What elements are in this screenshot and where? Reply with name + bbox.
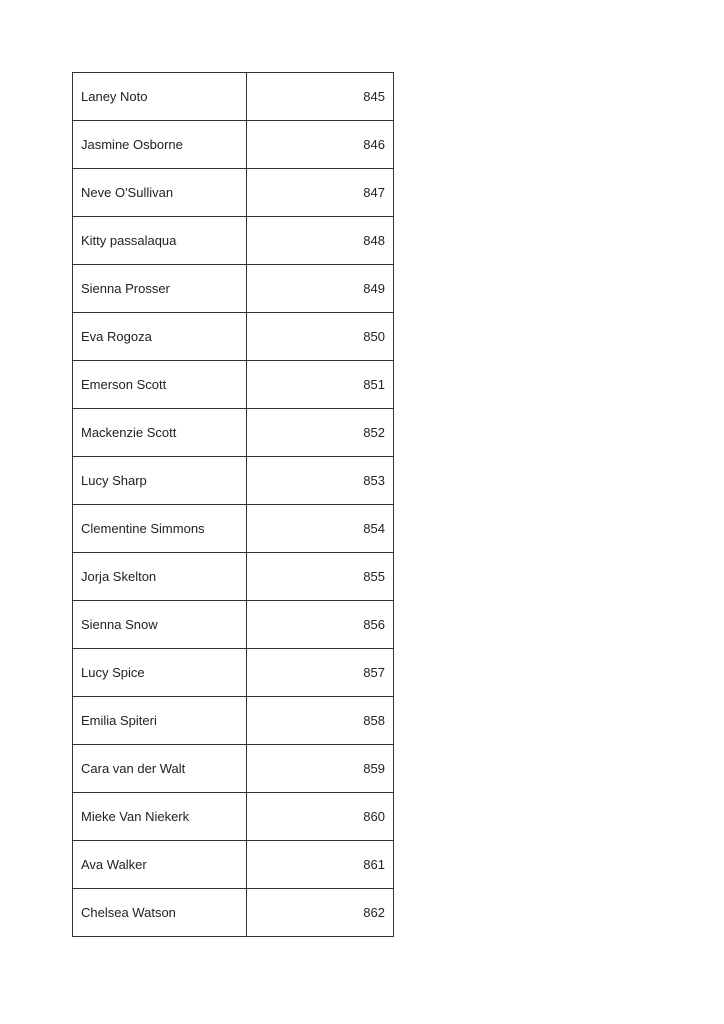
number-cell: 858 [247,697,394,745]
number-cell: 853 [247,457,394,505]
number-cell: 854 [247,505,394,553]
table-row [73,793,394,841]
person-name-cell: Clementine Simmons [73,505,247,553]
table-row [73,553,394,601]
table-row [73,457,394,505]
number-cell: 857 [247,649,394,697]
number-cell: 846 [247,121,394,169]
number-cell: 859 [247,745,394,793]
person-name-cell: Emerson Scott [73,361,247,409]
number-cell: 861 [247,841,394,889]
person-name-cell: Lucy Sharp [73,457,247,505]
number-cell: 847 [247,169,394,217]
table-row [73,697,394,745]
number-cell: 848 [247,217,394,265]
table-row [73,217,394,265]
person-name-cell: Ava Walker [73,841,247,889]
person-name-cell: Mieke Van Niekerk [73,793,247,841]
number-cell: 850 [247,313,394,361]
table-row [73,889,394,937]
person-name-cell: Jorja Skelton [73,553,247,601]
number-cell: 852 [247,409,394,457]
table-row [73,313,394,361]
person-name-cell: Jasmine Osborne [73,121,247,169]
number-cell: 860 [247,793,394,841]
person-name-cell: Sienna Snow [73,601,247,649]
person-name-cell: Chelsea Watson [73,889,247,937]
number-cell: 856 [247,601,394,649]
table-row [73,601,394,649]
names-table-body [73,73,394,937]
table-row [73,361,394,409]
number-cell: 862 [247,889,394,937]
number-cell: 855 [247,553,394,601]
person-name-cell: Mackenzie Scott [73,409,247,457]
table-row [73,409,394,457]
table-row [73,649,394,697]
table-row [73,169,394,217]
table-row [73,121,394,169]
person-name-cell: Eva Rogoza [73,313,247,361]
table-row [73,745,394,793]
number-cell: 851 [247,361,394,409]
person-name-cell: Emilia Spiteri [73,697,247,745]
table-row [73,73,394,121]
person-name-cell: Laney Noto [73,73,247,121]
person-name-cell: Cara van der Walt [73,745,247,793]
person-name-cell: Kitty passalaqua [73,217,247,265]
table-row [73,505,394,553]
number-cell: 849 [247,265,394,313]
table-row [73,265,394,313]
person-name-cell: Lucy Spice [73,649,247,697]
number-cell: 845 [247,73,394,121]
names-table [72,72,394,937]
table-row [73,841,394,889]
person-name-cell: Neve O'Sullivan [73,169,247,217]
person-name-cell: Sienna Prosser [73,265,247,313]
